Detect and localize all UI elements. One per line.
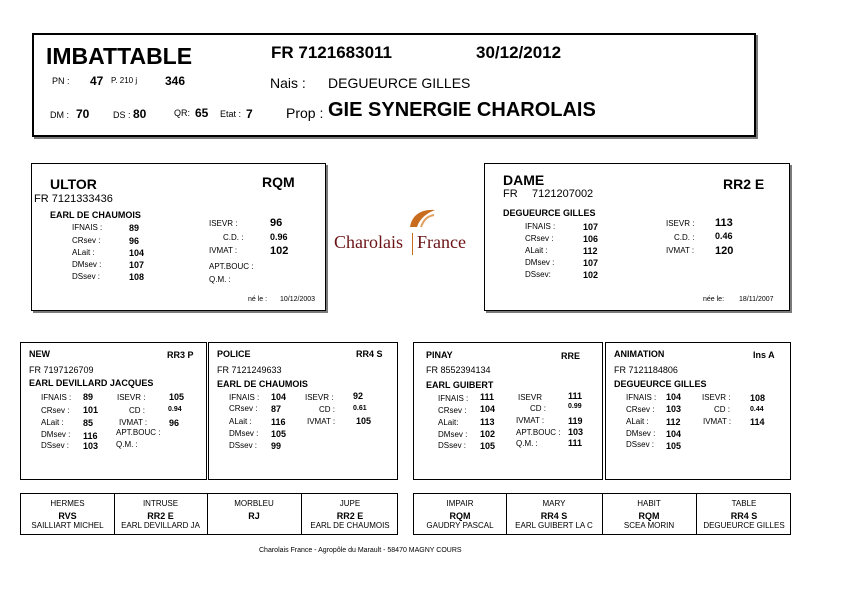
logo-swoosh-icon [407, 207, 437, 229]
dam-breeder: DEGUEURCE GILLES [503, 208, 596, 218]
ivmat-value: 96 [169, 418, 180, 428]
grandparent-grade: RRE [561, 351, 581, 361]
dam-dssev-value: 102 [583, 270, 599, 280]
ds-label: DS : [113, 110, 131, 120]
grandparent-name: PINAY [426, 350, 453, 360]
apt-bouc-label: APT.BOUC : [116, 428, 161, 437]
grandparent-card-police [208, 342, 398, 480]
sire-ivmat-value: 102 [270, 245, 289, 257]
isevr-value: 105 [169, 392, 185, 402]
great-grandparent-impair [414, 499, 506, 530]
cd-value: 0.61 [353, 405, 367, 412]
animal-id: FR 7121683011 [271, 43, 392, 62]
grandparent-id: FR 7121249633 [217, 365, 282, 375]
dssev-value: 105 [480, 441, 496, 451]
grandparent-grade: Ins A [753, 350, 775, 360]
ifnais-label: IFNAIS : [41, 393, 72, 402]
dam-dmsev-label: DMsev : [525, 258, 555, 267]
qm-label: Q.M. : [116, 440, 138, 449]
ggp-grade: RR2 E [336, 511, 364, 521]
alait-label: ALait: [438, 418, 459, 427]
dam-isevr-label: ISEVR : [666, 219, 695, 228]
cd-value: 0.99 [568, 403, 582, 410]
alait-label: ALait : [41, 418, 64, 427]
ggp-owner: GAUDRY PASCAL [426, 521, 494, 530]
grandparent-breeder: DEGUEURCE GILLES [614, 379, 707, 389]
dam-cd-value: 0.46 [715, 231, 733, 241]
dmsev-label: DMsev : [626, 429, 656, 438]
ggp-owner: EARL DEVILLARD JA [121, 521, 200, 530]
sire-crsev-label: CRsev : [72, 236, 101, 245]
ggp-owner: DEGUEURCE GILLES [703, 521, 785, 530]
alait-value: 112 [666, 417, 681, 427]
sire-breeder: EARL DE CHAUMOIS [50, 210, 141, 220]
animal-header [32, 33, 756, 137]
etat-value: 7 [246, 107, 253, 121]
logo-text-france: France [417, 232, 466, 252]
ggp-owner: EARL GUIBERT LA C [515, 521, 593, 530]
ivmat-value: 114 [750, 417, 765, 427]
dam-alait-label: ALait : [525, 246, 548, 255]
dam-ifnais-label: IFNAIS : [525, 222, 556, 231]
ivmat-label: IVMAT : [307, 417, 336, 426]
ggp-name: HERMES [50, 499, 85, 508]
nais-value: DEGUEURCE GILLES [328, 75, 471, 91]
great-grandparent-habit [602, 499, 696, 530]
ggp-grade: RR4 S [730, 511, 758, 521]
grandparent-card-animation [605, 342, 791, 480]
qr-label: QR: [174, 108, 191, 118]
ggp-owner: SCEA MORIN [623, 521, 675, 530]
dmsev-value: 105 [271, 429, 287, 439]
grandparent-name: POLICE [217, 349, 251, 359]
sire-isevr-label: ISEVR : [209, 219, 238, 228]
ivmat-label: IVMAT : [119, 418, 148, 427]
prop-value: GIE SYNERGIE CHAROLAIS [328, 99, 596, 121]
sire-crsev-value: 96 [129, 236, 140, 246]
dmsev-label: DMsev : [438, 430, 468, 439]
alait-value: 85 [83, 418, 94, 428]
cd-label: CD : [129, 406, 145, 415]
sire-dssev-label: DSsev : [72, 272, 101, 281]
sire-apt-label: APT.BOUC : [209, 262, 254, 271]
dam-ifnais-value: 107 [583, 222, 599, 232]
great-grandparents-group-2 [413, 493, 791, 535]
report-date: 30/12/2012 [476, 43, 562, 62]
ggp-grade: RR2 E [147, 511, 174, 521]
isevr-label: ISEVR : [305, 393, 334, 402]
alait-value: 113 [480, 417, 495, 427]
sire-card [31, 163, 326, 311]
isevr-label: ISEVR : [117, 393, 146, 402]
sire-isevr-value: 96 [270, 217, 283, 229]
prop-label: Prop : [286, 105, 324, 121]
dam-isevr-value: 113 [715, 217, 733, 229]
dam-id-prefix: FR [503, 188, 518, 200]
sire-ifnais-value: 89 [129, 223, 140, 233]
sire-cd-value: 0.96 [270, 232, 288, 242]
grandparent-grade: RR4 S [356, 349, 383, 359]
apt-bouc-label: APT.BOUC : [516, 428, 561, 437]
dssev-label: DSsev : [626, 440, 655, 449]
qr-value: 65 [195, 106, 209, 120]
dam-dssev-label: DSsev: [525, 270, 551, 279]
dssev-value: 99 [271, 441, 282, 451]
grandparent-name: NEW [29, 349, 50, 359]
ggp-grade: RR4 S [540, 511, 568, 521]
crsev-value: 103 [666, 404, 682, 414]
ifnais-label: IFNAIS : [626, 393, 657, 402]
dssev-label: DSsev : [229, 441, 258, 450]
isevr-label: ISEVR [518, 393, 543, 402]
isevr-value: 92 [353, 391, 364, 401]
sire-alait-label: ALait : [72, 248, 95, 257]
p210-label: P. 210 j [111, 76, 138, 85]
grandparent-id: FR 8552394134 [426, 365, 491, 375]
p210-value: 346 [165, 74, 186, 88]
logo-divider [412, 233, 413, 255]
dam-born-label: née le: [703, 296, 725, 303]
dmsev-label: DMsev : [41, 430, 71, 439]
sire-id: FR 7121333436 [34, 193, 113, 205]
ggp-name: HABIT [637, 499, 661, 508]
etat-label: Etat : [220, 109, 242, 119]
apt-bouc-value: 103 [568, 427, 584, 437]
crsev-value: 104 [480, 404, 496, 414]
ivmat-value: 105 [356, 416, 372, 426]
dam-id: 7121207002 [532, 188, 594, 200]
dam-ivmat-value: 120 [715, 245, 734, 257]
great-grandparent-mary [506, 499, 602, 530]
ifnais-label: IFNAIS : [229, 393, 260, 402]
dssev-label: DSsev : [41, 441, 70, 450]
dam-born-value: 18/11/2007 [739, 296, 774, 303]
sire-ivmat-label: IVMAT : [209, 246, 238, 255]
sire-born-label: né le : [248, 296, 268, 303]
ivmat-label: IVMAT : [703, 417, 732, 426]
dam-dmsev-value: 107 [583, 258, 599, 268]
alait-label: ALait : [229, 417, 252, 426]
ggp-name: MORBLEU [234, 499, 274, 508]
ggp-name: INTRUSE [142, 499, 179, 508]
pn-label: PN : [52, 76, 70, 86]
cd-label: CD : [319, 405, 335, 414]
ggp-grade: RQM [449, 511, 471, 521]
ggp-name: TABLE [731, 499, 757, 508]
dam-alait-value: 112 [583, 246, 598, 256]
great-grandparent-intruse [114, 499, 207, 530]
great-grandparent-jupe [301, 499, 399, 530]
ifnais-value: 104 [271, 392, 287, 402]
nais-label: Nais : [270, 75, 306, 91]
dam-ivmat-label: IVMAT : [666, 246, 695, 255]
pn-value: 47 [90, 74, 104, 88]
crsev-label: CRsev : [41, 406, 70, 415]
cd-value: 0.44 [750, 406, 764, 413]
ggp-owner: EARL DE CHAUMOIS [310, 521, 390, 530]
dmsev-value: 104 [666, 429, 682, 439]
cd-value: 0.94 [168, 406, 182, 413]
ggp-name: JUPE [339, 499, 361, 508]
animal-name: IMBATTABLE [46, 43, 193, 69]
ifnais-value: 111 [480, 392, 495, 402]
alait-value: 116 [271, 417, 286, 427]
ggp-grade: RVS [58, 511, 77, 521]
sire-alait-value: 104 [129, 248, 145, 258]
dssev-value: 105 [666, 441, 682, 451]
dam-name: DAME [503, 172, 545, 188]
qm-value: 111 [568, 438, 583, 448]
cd-label: CD : [714, 405, 730, 414]
crsev-label: CRsev : [626, 405, 655, 414]
isevr-value: 111 [568, 391, 583, 401]
grandparent-name: ANIMATION [614, 349, 665, 359]
ggp-owner: SAILLIART MICHEL [31, 521, 104, 530]
great-grandparent-table [696, 499, 792, 530]
ifnais-label: IFNAIS : [438, 394, 469, 403]
dmsev-value: 116 [83, 431, 98, 441]
alait-label: ALait : [626, 417, 649, 426]
ivmat-value: 119 [568, 416, 583, 426]
grandparent-breeder: EARL GUIBERT [426, 380, 494, 390]
sire-name: ULTOR [50, 176, 97, 192]
grandparent-id: FR 7121184806 [614, 365, 678, 375]
ggp-grade: RQM [638, 511, 660, 521]
ds-value: 80 [133, 107, 147, 121]
sire-dmsev-label: DMsev : [72, 260, 102, 269]
logo-text-charolais: Charolais [334, 232, 403, 252]
ifnais-value: 104 [666, 392, 682, 402]
dm-label: DM : [50, 110, 69, 120]
footer-address: Charolais France - Agropôle du Marault - 58470 MAGNY COURS [259, 547, 462, 554]
cd-label: CD : [530, 404, 546, 413]
sire-ifnais-label: IFNAIS : [72, 223, 103, 232]
qm-label: Q.M. : [516, 439, 538, 448]
sire-born-value: 10/12/2003 [280, 296, 316, 303]
isevr-value: 108 [750, 393, 766, 403]
dssev-label: DSsev : [438, 441, 467, 450]
grandparent-card-pinay [413, 342, 603, 480]
sire-dssev-value: 108 [129, 272, 145, 282]
sire-grade: RQM [262, 174, 295, 190]
grandparent-id: FR 7197126709 [29, 365, 94, 375]
sire-cd-label: C.D. : [223, 233, 244, 242]
sire-dmsev-value: 107 [129, 260, 145, 270]
grandparent-breeder: EARL DE CHAUMOIS [217, 379, 308, 389]
dmsev-value: 102 [480, 429, 496, 439]
ggp-grade: RJ [248, 511, 260, 521]
great-grandparents-group-1 [20, 493, 398, 535]
ifnais-value: 89 [83, 392, 94, 402]
crsev-value: 87 [271, 404, 282, 414]
grandparent-grade: RR3 P [167, 350, 194, 360]
dssev-value: 103 [83, 441, 99, 451]
dam-card [484, 163, 790, 311]
great-grandparent-hermes [21, 499, 114, 530]
dmsev-label: DMsev : [229, 429, 259, 438]
isevr-label: ISEVR : [702, 393, 731, 402]
crsev-label: CRsev : [438, 406, 467, 415]
crsev-value: 101 [83, 405, 99, 415]
sire-qm-label: Q.M. : [209, 275, 231, 284]
ggp-name: IMPAIR [446, 499, 474, 508]
grandparent-breeder: EARL DEVILLARD JACQUES [29, 378, 154, 388]
charolais-france-logo [334, 207, 476, 261]
crsev-label: CRsev : [229, 404, 258, 413]
dam-grade: RR2 E [723, 176, 765, 192]
dam-cd-label: C.D. : [674, 233, 695, 242]
dam-crsev-label: CRsev : [525, 234, 554, 243]
ggp-name: MARY [542, 499, 566, 508]
great-grandparent-morbleu [207, 499, 301, 521]
ivmat-label: IVMAT : [516, 416, 545, 425]
grandparent-card-new [20, 342, 207, 480]
dm-value: 70 [76, 107, 90, 121]
dam-crsev-value: 106 [583, 234, 599, 244]
